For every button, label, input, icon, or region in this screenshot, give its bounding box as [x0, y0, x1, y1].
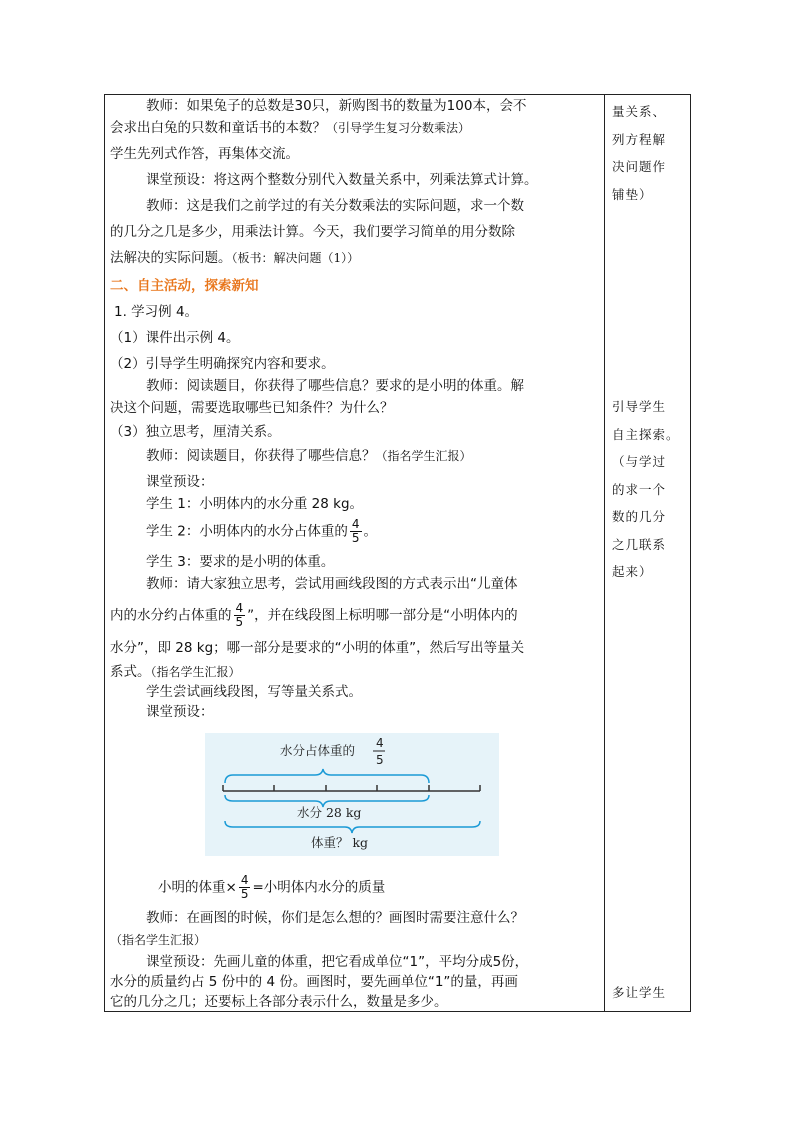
paragraph: 课堂预设：: [146, 474, 214, 490]
section-heading: 二、自主活动，探索新知: [110, 278, 259, 294]
sidebar-line: 之几联系: [612, 536, 667, 552]
paragraph: 的几分之几是多少，用乘法计算。今天，我们要学习简单的用分数除: [110, 224, 515, 240]
paragraph: 1. 学习例 4。: [114, 304, 199, 320]
top-brace: [225, 769, 429, 783]
sidebar-note-3: [612, 979, 688, 1007]
sidebar-line: 数的几分: [612, 509, 667, 524]
paragraph: 教师：在画图的时候，你们是怎么想的？画图时需要注意什么？: [146, 910, 524, 926]
paragraph: 水分的质量约占 5 份中的 4 份。画图时，要先画单位“1”的量，再画: [110, 974, 518, 990]
paragraph: （指名学生汇报）: [110, 933, 207, 947]
sidebar-line: 量关系、: [612, 104, 667, 119]
paragraph: 系式。（指名学生汇报）: [110, 664, 241, 680]
column-divider: [604, 94, 605, 1012]
paragraph: 会求出白兔的只数和童话书的本数？（引导学生复习分数乘法）: [110, 120, 471, 136]
paragraph: 教师：如果兔子的总数是30只，新购图书的数量为100本，会不: [146, 98, 527, 114]
paragraph: 教师：这是我们之前学过的有关分数乘法的实际问题，求一个数: [146, 198, 524, 214]
paragraph: （3）独立思考，厘清关系。: [110, 424, 281, 440]
paragraph: 教师：阅读题目，你获得了哪些信息？要求的是小明的体重。解: [146, 378, 524, 394]
paragraph: 教师：阅读题目，你获得了哪些信息？（指名学生汇报）: [146, 448, 472, 464]
sidebar-line: 铺垫）: [612, 186, 653, 202]
water-label: 水分 28 kg: [297, 805, 362, 820]
weight-label: 体重？ kg: [311, 835, 369, 850]
paragraph: 法解决的实际问题。（板书：解决问题（1））: [110, 250, 360, 266]
paragraph: 学生 3：要求的是小明的体重。: [146, 554, 335, 570]
paragraph: 水分”，即 28 kg；哪一部分是要求的“小明的体重”，然后写出等量关: [110, 640, 525, 656]
paragraph: （1）课件出示例 4。: [110, 330, 240, 346]
sidebar-line: （与学过: [612, 454, 667, 469]
paragraph: 学生先列式作答，再集体交流。: [110, 146, 299, 162]
sidebar-line: 列方程解: [612, 131, 667, 147]
sidebar-line: 起来）: [612, 564, 653, 579]
fraction: $\frac{4}{5}$: [351, 517, 360, 545]
sidebar-line: 多让学生: [612, 985, 667, 1000]
fraction-den: 5: [376, 753, 384, 767]
paragraph: 学生 1：小明体内的水分重 28 kg。: [146, 496, 364, 512]
sidebar-line: 的求一个: [612, 481, 667, 497]
weight-brace: [225, 821, 480, 833]
paragraph: 课堂预设：将这两个整数分别代入数量关系中，列乘法算式计算。: [146, 172, 538, 188]
sidebar-line: 引导学生: [612, 399, 667, 414]
diagram-svg: [205, 733, 499, 856]
top-label: 水分占体重的: [280, 743, 356, 758]
paragraph: 教师：请大家独立思考，尝试用画线段图的方式表示出“儿童体: [146, 576, 518, 592]
sidebar-line: 决问题作: [612, 159, 667, 174]
paragraph: （2）引导学生明确探究内容和要求。: [110, 356, 335, 372]
equation: 小明的体重× $\frac{4}{5}$ =小明体内水分的质量: [158, 873, 386, 901]
paragraph: 它的几分之几；还要标上各部分表示什么，数量是多少。: [110, 994, 448, 1010]
line-segment-diagram: [205, 733, 499, 856]
paragraph: 学生 2：小明体内的水分占体重的 $\frac{4}{5}$ 。: [146, 517, 378, 545]
paragraph: 课堂预设：: [146, 704, 214, 720]
fraction: $\frac{4}{5}$: [235, 601, 244, 629]
fraction: $\frac{4}{5}$: [240, 873, 249, 901]
sidebar-line: 自主探索。: [612, 426, 680, 442]
fraction-num: 4: [376, 736, 384, 750]
paragraph: 决这个问题，需要选取哪些已知条件？为什么？: [110, 400, 394, 416]
paragraph: 课堂预设：先画儿童的体重，把它看成单位“1”，平均分成5份，: [146, 954, 529, 970]
sidebar-note-1: [612, 98, 688, 208]
sidebar-note-2: [612, 393, 688, 586]
paragraph: 学生尝试画线段图，写等量关系式。: [146, 684, 362, 700]
paragraph: 内的水分约占体重的 $\frac{4}{5}$ ”，并在线段图上标明哪一部分是“小明体内的: [110, 601, 518, 629]
